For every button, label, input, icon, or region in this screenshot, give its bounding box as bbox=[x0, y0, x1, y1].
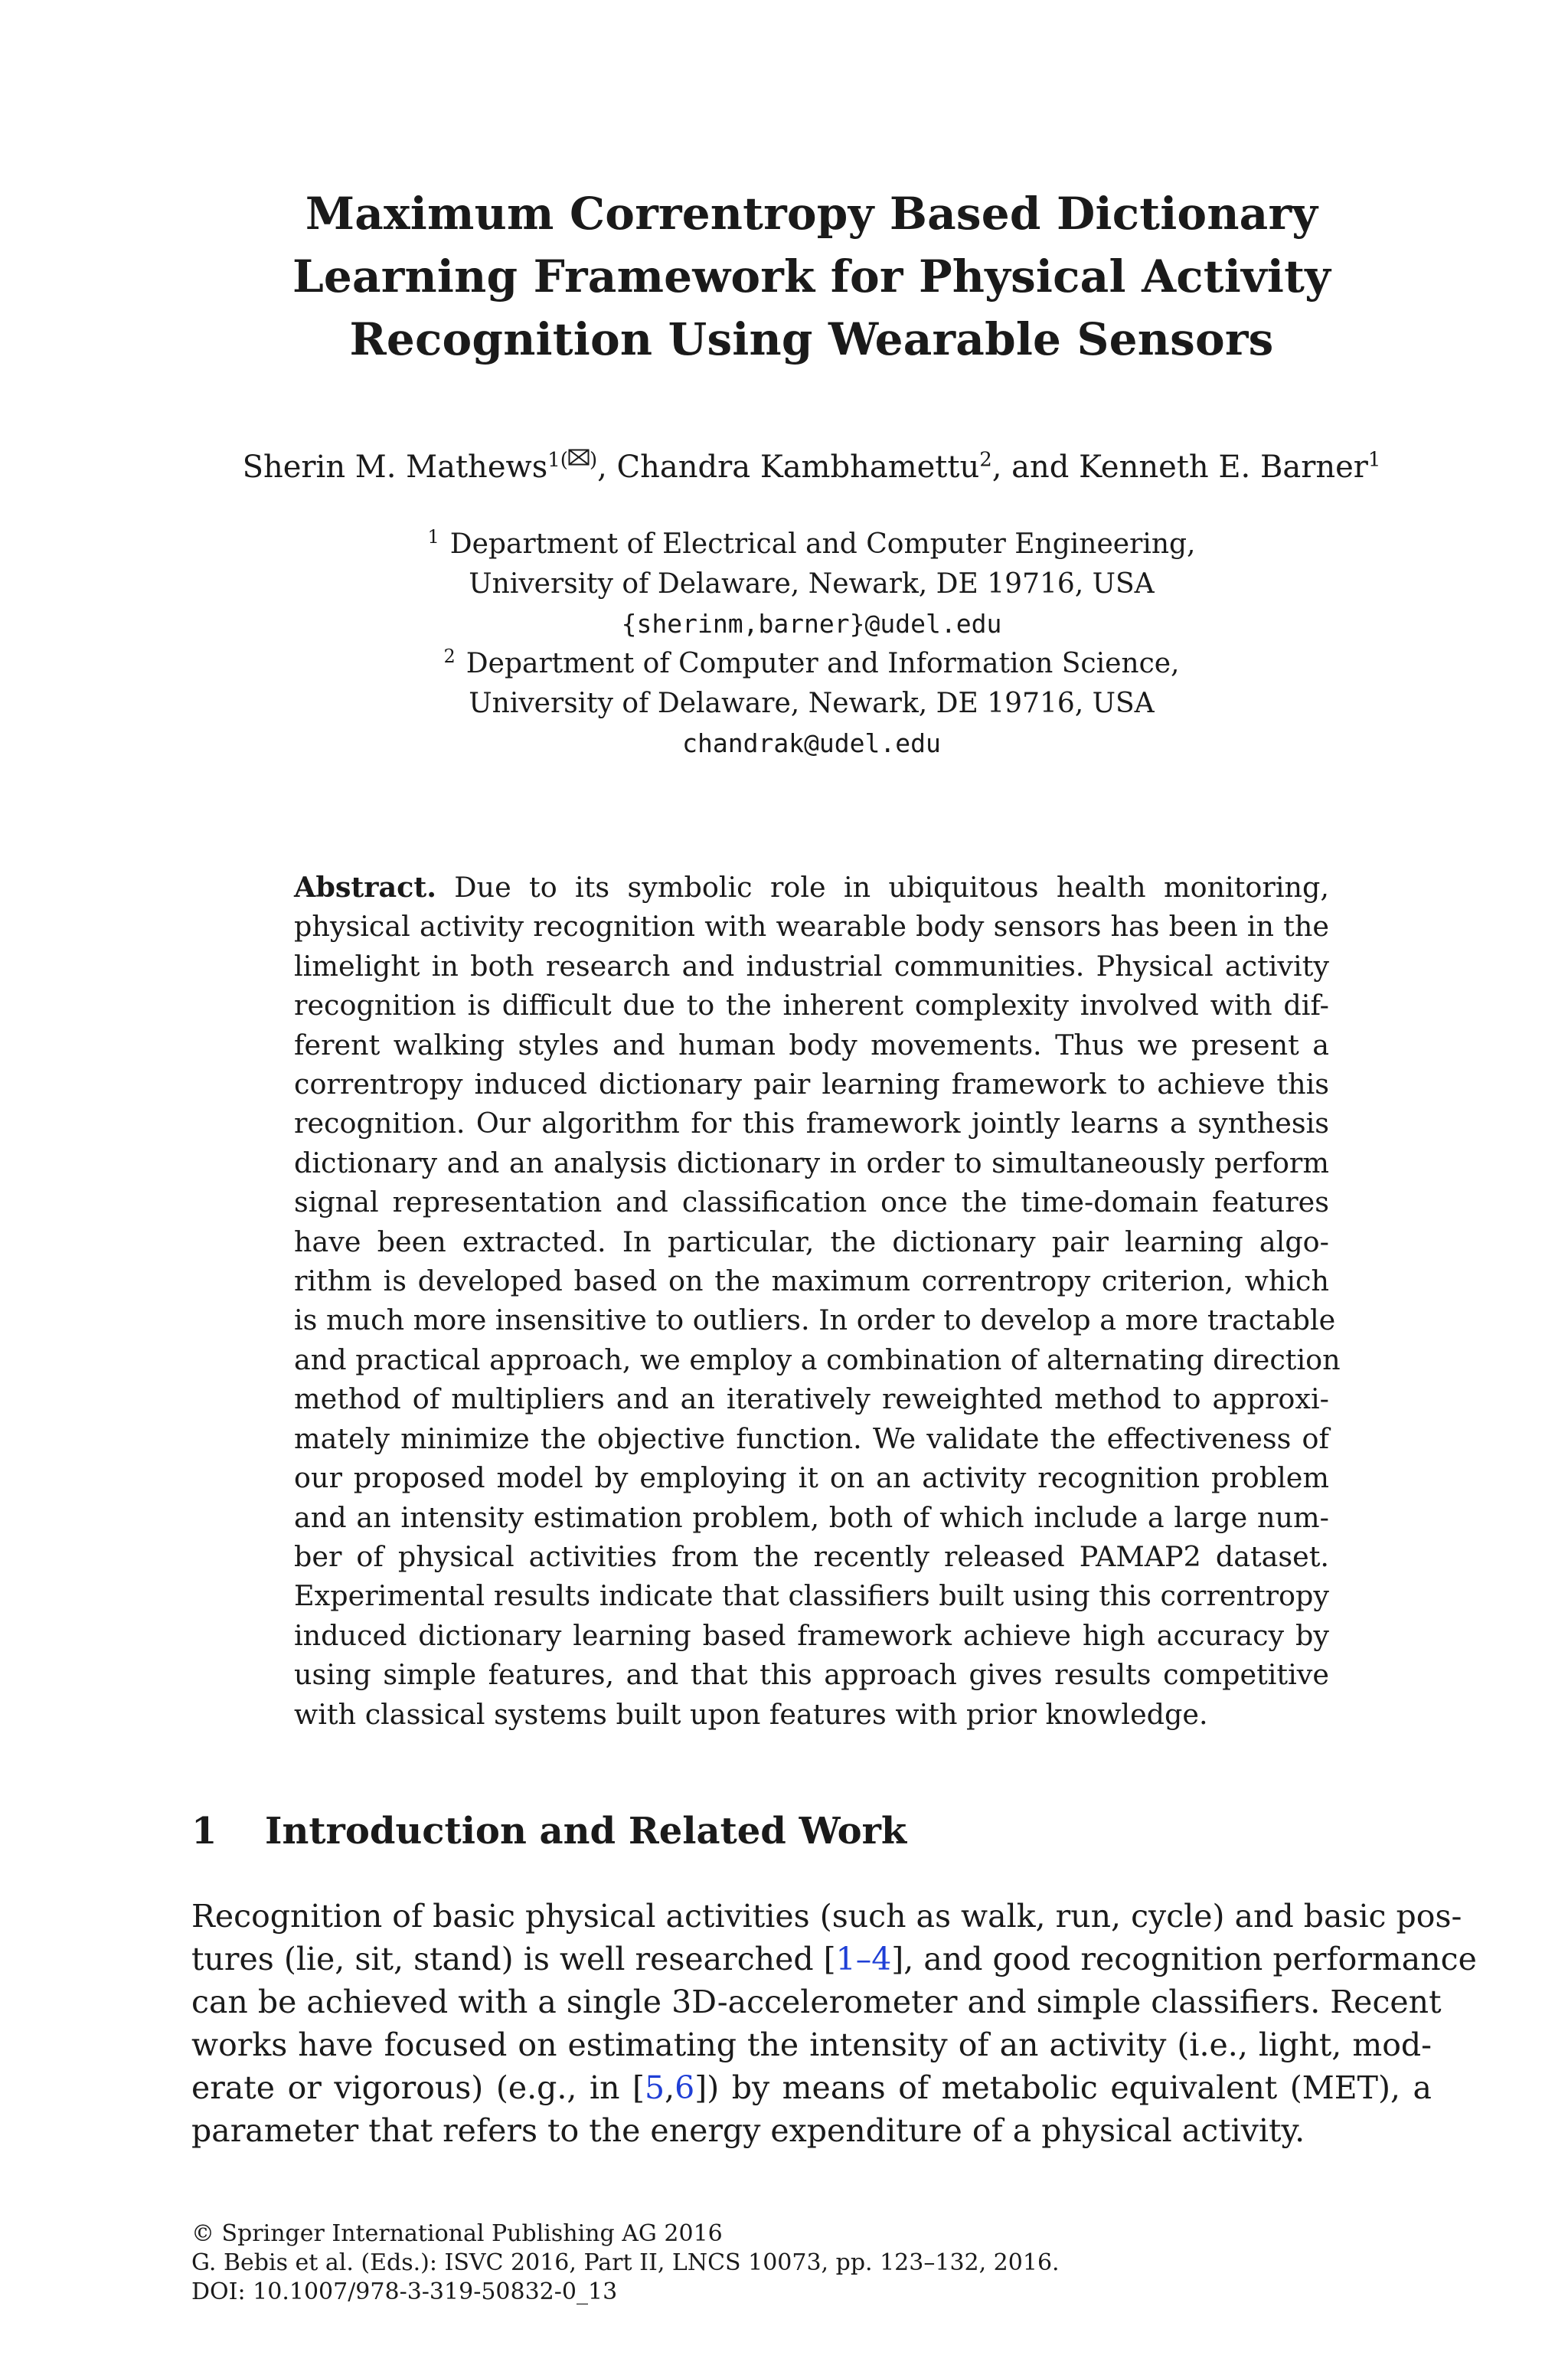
author-affiliation-marker: 1 bbox=[1367, 448, 1381, 472]
author-name: Sherin M. Mathews bbox=[242, 450, 548, 485]
section-heading bbox=[191, 1804, 1432, 1858]
abstract-line: ferent walking styles and human body movements. Thus we present a bbox=[294, 1028, 1329, 1061]
citation-link[interactable]: 6 bbox=[675, 2069, 695, 2106]
abstract-line: rithm is developed based on the maximum correntropy criterion, which bbox=[294, 1264, 1329, 1298]
abstract-line: recognition is difficult due to the inherent complexity involved with dif- bbox=[294, 989, 1329, 1022]
author-affiliation-marker: 1( ) bbox=[547, 448, 598, 472]
abstract-line: and practical approach, we employ a combination of alternating direction bbox=[294, 1343, 1341, 1376]
abstract-line: using simple features, and that this approach gives results competitive bbox=[294, 1658, 1329, 1692]
title-line: Recognition Using Wearable Sensors bbox=[349, 313, 1274, 365]
affiliation-email[interactable]: {sherinm,barner}@udel.edu bbox=[621, 609, 1002, 639]
abstract-line: is much more insensitive to outliers. In order to develop a more tractable bbox=[294, 1303, 1336, 1337]
abstract-line: physical activity recognition with wearable body sensors has been in the bbox=[294, 910, 1329, 944]
citation-link[interactable]: 5 bbox=[645, 2069, 665, 2106]
affiliation-line: $^1$ Department of Electrical and Computer Engineering, bbox=[427, 526, 1196, 560]
abstract-line: correntropy induced dictionary pair learning framework to achieve this bbox=[294, 1068, 1329, 1101]
author-affiliation-marker: 2 bbox=[979, 448, 992, 472]
section-title: Introduction and Related Work bbox=[265, 1810, 907, 1853]
abstract-line: our proposed model by employing it on an activity recognition problem bbox=[294, 1461, 1329, 1495]
affiliation-number: 1 bbox=[427, 526, 439, 548]
abstract-line: with classical systems built upon features with prior knowledge. bbox=[294, 1697, 1208, 1731]
abstract-line: signal representation and classification once the time-domain features bbox=[294, 1186, 1329, 1219]
abstract-line: have been extracted. In particular, the dictionary pair learning algo- bbox=[294, 1225, 1329, 1258]
copyright-line: © Springer International Publishing AG 2016 bbox=[191, 2220, 723, 2247]
abstract-label: Abstract. bbox=[294, 871, 436, 904]
abstract-line: induced dictionary learning based framework achieve high accuracy by bbox=[294, 1618, 1329, 1652]
section-number: 1 bbox=[191, 1810, 217, 1853]
author-name: Kenneth E. Barner bbox=[1079, 450, 1368, 485]
body-line: parameter that refers to the energy expenditure of a physical activity. bbox=[191, 2112, 1305, 2149]
citation-link[interactable]: 1–4 bbox=[835, 1941, 892, 1977]
author-list bbox=[191, 444, 1432, 490]
body-line: can be achieved with a single 3D-accelerometer and simple classifiers. Recent bbox=[191, 1984, 1442, 2020]
body-line: tures (lie, sit, stand) is well researched [1–4], and good recognition performance bbox=[191, 1941, 1477, 1977]
envelope-icon bbox=[568, 449, 590, 466]
abstract-line: recognition. Our algorithm for this framework jointly learns a synthesis bbox=[294, 1107, 1329, 1140]
body-line: erate or vigorous) (e.g., in [5,6]) by means of metabolic equivalent (MET), a bbox=[191, 2069, 1432, 2106]
paper-title bbox=[191, 182, 1432, 371]
intro-paragraph bbox=[191, 1895, 1477, 2152]
abstract bbox=[294, 868, 1341, 1734]
author-name: Chandra Kambhamettu bbox=[616, 450, 980, 485]
abstract-line: Experimental results indicate that classifiers built using this correntropy bbox=[294, 1579, 1329, 1613]
body-line: works have focused on estimating the intensity of an activity (i.e., light, mod- bbox=[191, 2026, 1432, 2063]
author-separator: , and bbox=[991, 450, 1080, 485]
abstract-line: ber of physical activities from the recently released PAMAP2 dataset. bbox=[294, 1539, 1329, 1573]
affiliation-email[interactable]: chandrak@udel.edu bbox=[682, 728, 941, 758]
body-line: Recognition of basic physical activities (such as walk, run, cycle) and basic pos- bbox=[191, 1898, 1462, 1935]
affiliation-line: $^2$ Department of Computer and Information Science, bbox=[443, 646, 1180, 679]
publication-footer bbox=[191, 2219, 1432, 2307]
affiliation-line: University of Delaware, Newark, DE 19716, USA bbox=[469, 688, 1155, 719]
abstract-line: dictionary and an analysis dictionary in order to simultaneously perform bbox=[294, 1146, 1329, 1179]
citation-line: G. Bebis et al. (Eds.): ISVC 2016, Part II, LNCS 10073, pp. 123–132, 2016. bbox=[191, 2249, 1060, 2276]
affiliations bbox=[191, 525, 1432, 764]
affiliation-number: 2 bbox=[443, 646, 456, 667]
title-line: Learning Framework for Physical Activity bbox=[292, 250, 1331, 303]
abstract-line: Abstract. Due to its symbolic role in ubiquitous health monitoring, bbox=[294, 871, 1329, 904]
doi-line[interactable]: DOI: 10.1007/978-3-319-50832-0_13 bbox=[191, 2278, 618, 2305]
author-separator: , bbox=[597, 450, 617, 485]
title-line: Maximum Correntropy Based Dictionary bbox=[305, 188, 1318, 240]
abstract-line: method of multipliers and an iteratively reweighted method to approxi- bbox=[294, 1382, 1329, 1416]
affiliation-line: University of Delaware, Newark, DE 19716, USA bbox=[469, 568, 1155, 600]
abstract-line: and an intensity estimation problem, both of which include a large num- bbox=[294, 1500, 1329, 1534]
abstract-line: mately minimize the objective function. We validate the effectiveness of bbox=[294, 1421, 1329, 1455]
abstract-line: limelight in both research and industrial communities. Physical activity bbox=[294, 949, 1329, 983]
